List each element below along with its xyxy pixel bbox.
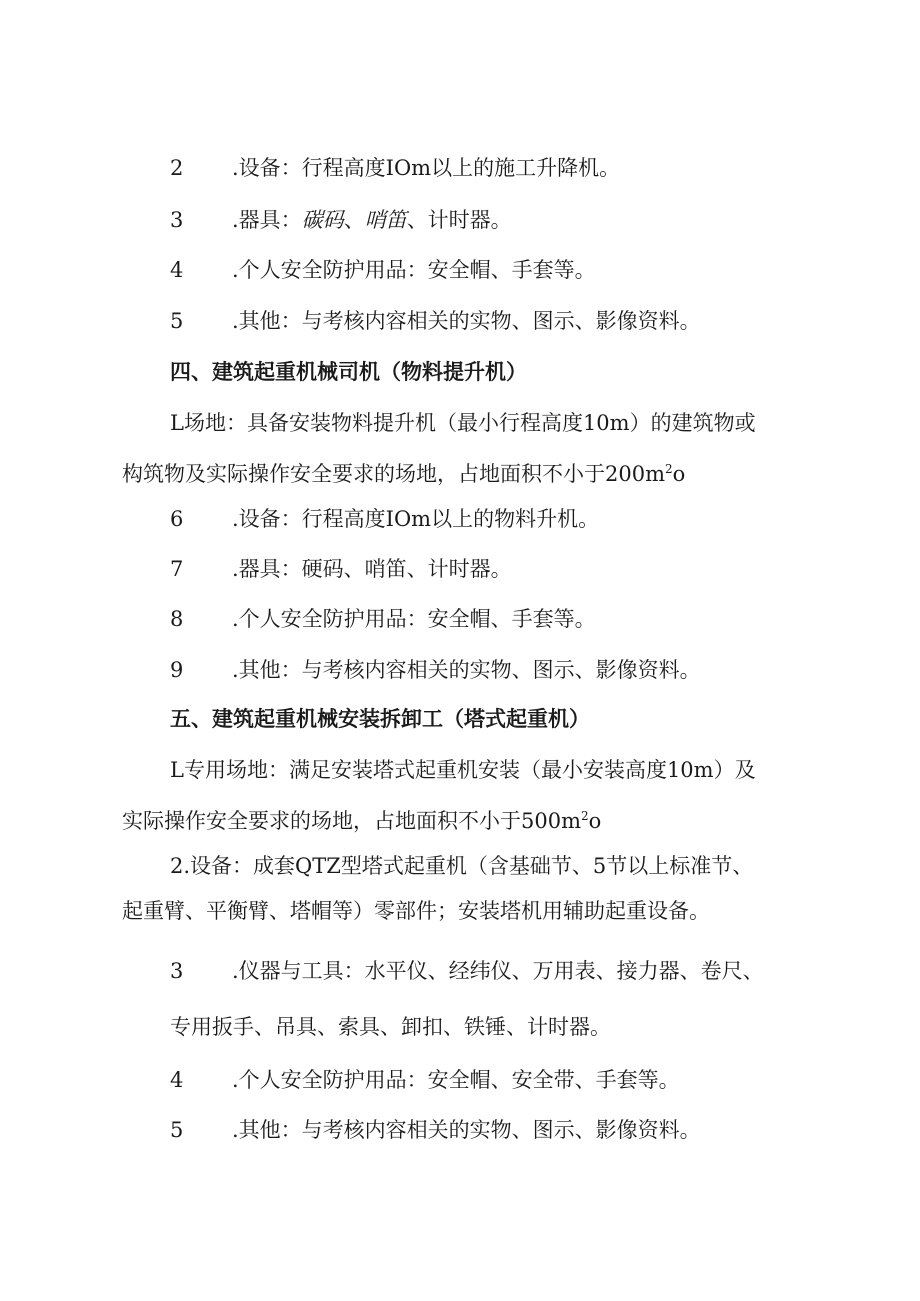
list-number: 2 (170, 156, 184, 180)
text-run: 、 (343, 208, 365, 232)
list-number: 7 (170, 557, 184, 581)
text-run: .器具： (232, 208, 302, 232)
list-number: 5 (170, 1118, 184, 1142)
list-number: 4 (170, 258, 184, 282)
list-item-text: .器具：硬码、哨笛、计时器。 (232, 557, 512, 581)
section-heading: 五、建筑起重机械安装拆卸工（塔式起重机） (170, 707, 590, 731)
list-number: 4 (170, 1068, 184, 1092)
list-item-text: .个人安全防护用品：安全帽、手套等。 (232, 607, 596, 631)
list-item-text: .仪器与工具：水平仪、经纬仪、万用表、接力器、卷尺、 (232, 959, 764, 983)
paragraph-line: L专用场地：满足安装塔式起重机安装（最小安装高度10m）及 (170, 758, 756, 782)
paragraph-line: L场地：具备安装物料提升机（最小行程高度10m）的建筑物或 (170, 411, 756, 435)
list-item-text: .设备：行程高度IOm以上的施工升降机。 (232, 156, 621, 180)
list-item-text (232, 206, 512, 234)
italic-run: 碳码 (301, 208, 344, 232)
text-run: 、计时器。 (406, 208, 512, 232)
list-number: 3 (170, 959, 184, 983)
list-item-text: .个人安全防护用品：安全帽、安全带、手套等。 (232, 1068, 680, 1092)
list-item-text: .个人安全防护用品：安全帽、手套等。 (232, 258, 596, 282)
superscript: 2 (581, 809, 589, 823)
paragraph-line: 起重臂、平衡臂、塔帽等）零部件；安装塔机用辅助起重设备。 (122, 899, 710, 923)
list-item-text: .其他：与考核内容相关的实物、图示、影像资料。 (232, 658, 701, 682)
text-run: o (588, 809, 602, 833)
text-run: 构筑物及实际操作安全要求的场地，占地面积不小于200m (122, 462, 665, 486)
list-number: 3 (170, 208, 184, 232)
superscript: 2 (665, 462, 673, 476)
list-item-text: .其他：与考核内容相关的实物、图示、影像资料。 (232, 1118, 701, 1142)
paragraph-line: 专用扳手、吊具、索具、卸扣、铁锤、计时器。 (170, 1015, 611, 1039)
text-run: 实际操作安全要求的场地，占地面积不小于500m (122, 809, 581, 833)
list-number: 8 (170, 607, 184, 631)
text-run: o (672, 462, 686, 486)
list-number: 9 (170, 658, 184, 682)
paragraph-line (122, 802, 601, 835)
list-number: 6 (170, 507, 184, 531)
paragraph-line (122, 455, 685, 488)
italic-run: 哨笛 (364, 208, 407, 232)
paragraph-line: 2.设备：成套QTZ型塔式起重机（含基础节、5节以上标准节、 (170, 854, 754, 878)
list-number: 5 (170, 309, 184, 333)
list-item-text: .设备：行程高度IOm以上的物料升机。 (232, 507, 600, 531)
list-item-text: .其他：与考核内容相关的实物、图示、影像资料。 (232, 309, 701, 333)
section-heading: 四、建筑起重机械司机（物料提升机） (170, 360, 527, 384)
